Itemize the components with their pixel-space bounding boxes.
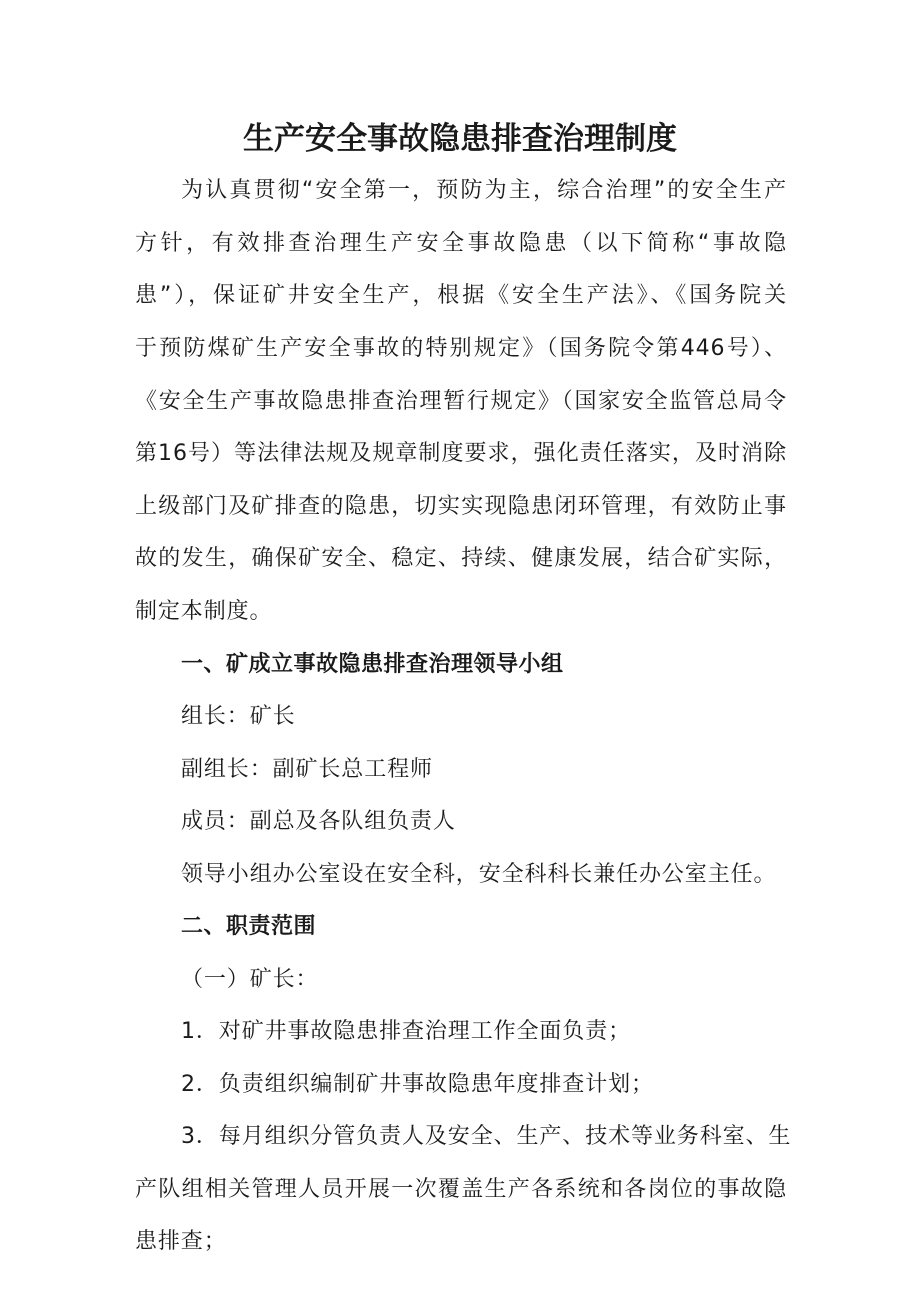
document-title: 生产安全事故隐患排查治理制度 <box>243 121 677 157</box>
section2-item-3-line-1: 3．每月组织分管负责人及安全、生产、技术等业务科室、生 <box>181 1124 792 1149</box>
section1-item-leader: 组长：矿长 <box>181 704 296 729</box>
section2-subheading: （一）矿长： <box>181 967 319 992</box>
intro-line-2: 方针，有效排查治理生产安全事故隐患（以下简称“事故隐 <box>135 231 787 256</box>
section1-item-deputy: 副组长：副矿长总工程师 <box>181 757 433 782</box>
intro-line-1: 为认真贯彻“安全第一，预防为主，综合治理”的安全生产 <box>181 178 787 203</box>
section1-item-members: 成员：副总及各队组负责人 <box>181 809 456 834</box>
intro-line-4: 于预防煤矿生产安全事故的特别规定》（国务院令第446号）、 <box>135 336 787 361</box>
section2-item-3-line-3: 患排查； <box>135 1229 227 1254</box>
section2-item-2: 2．负责组织编制矿井事故隐患年度排查计划； <box>181 1072 654 1097</box>
intro-line-6: 第16号）等法律法规及规章制度要求，强化责任落实，及时消除 <box>135 441 787 466</box>
section1-item-office: 领导小组办公室设在安全科，安全科科长兼任办公室主任。 <box>181 862 777 887</box>
section2-item-3-line-2: 产队组相关管理人员开展一次覆盖生产各系统和各岗位的事故隐 <box>135 1177 787 1202</box>
section2-heading: 二、职责范围 <box>181 914 317 939</box>
intro-line-9: 制定本制度。 <box>135 599 273 624</box>
section2-item-1: 1．对矿井事故隐患排查治理工作全面负责； <box>181 1019 631 1044</box>
intro-line-8: 故的发生，确保矿安全、稳定、持续、健康发展，结合矿实际， <box>135 546 787 571</box>
intro-line-5: 《安全生产事故隐患排查治理暂行规定》（国家安全监管总局令 <box>135 389 787 414</box>
section1-heading: 一、矿成立事故隐患排查治理领导小组 <box>181 652 564 677</box>
intro-line-3: 患”），保证矿井安全生产，根据《安全生产法》、《国务院关 <box>135 283 787 308</box>
intro-line-7: 上级部门及矿排查的隐患，切实实现隐患闭环管理，有效防止事 <box>135 494 787 519</box>
